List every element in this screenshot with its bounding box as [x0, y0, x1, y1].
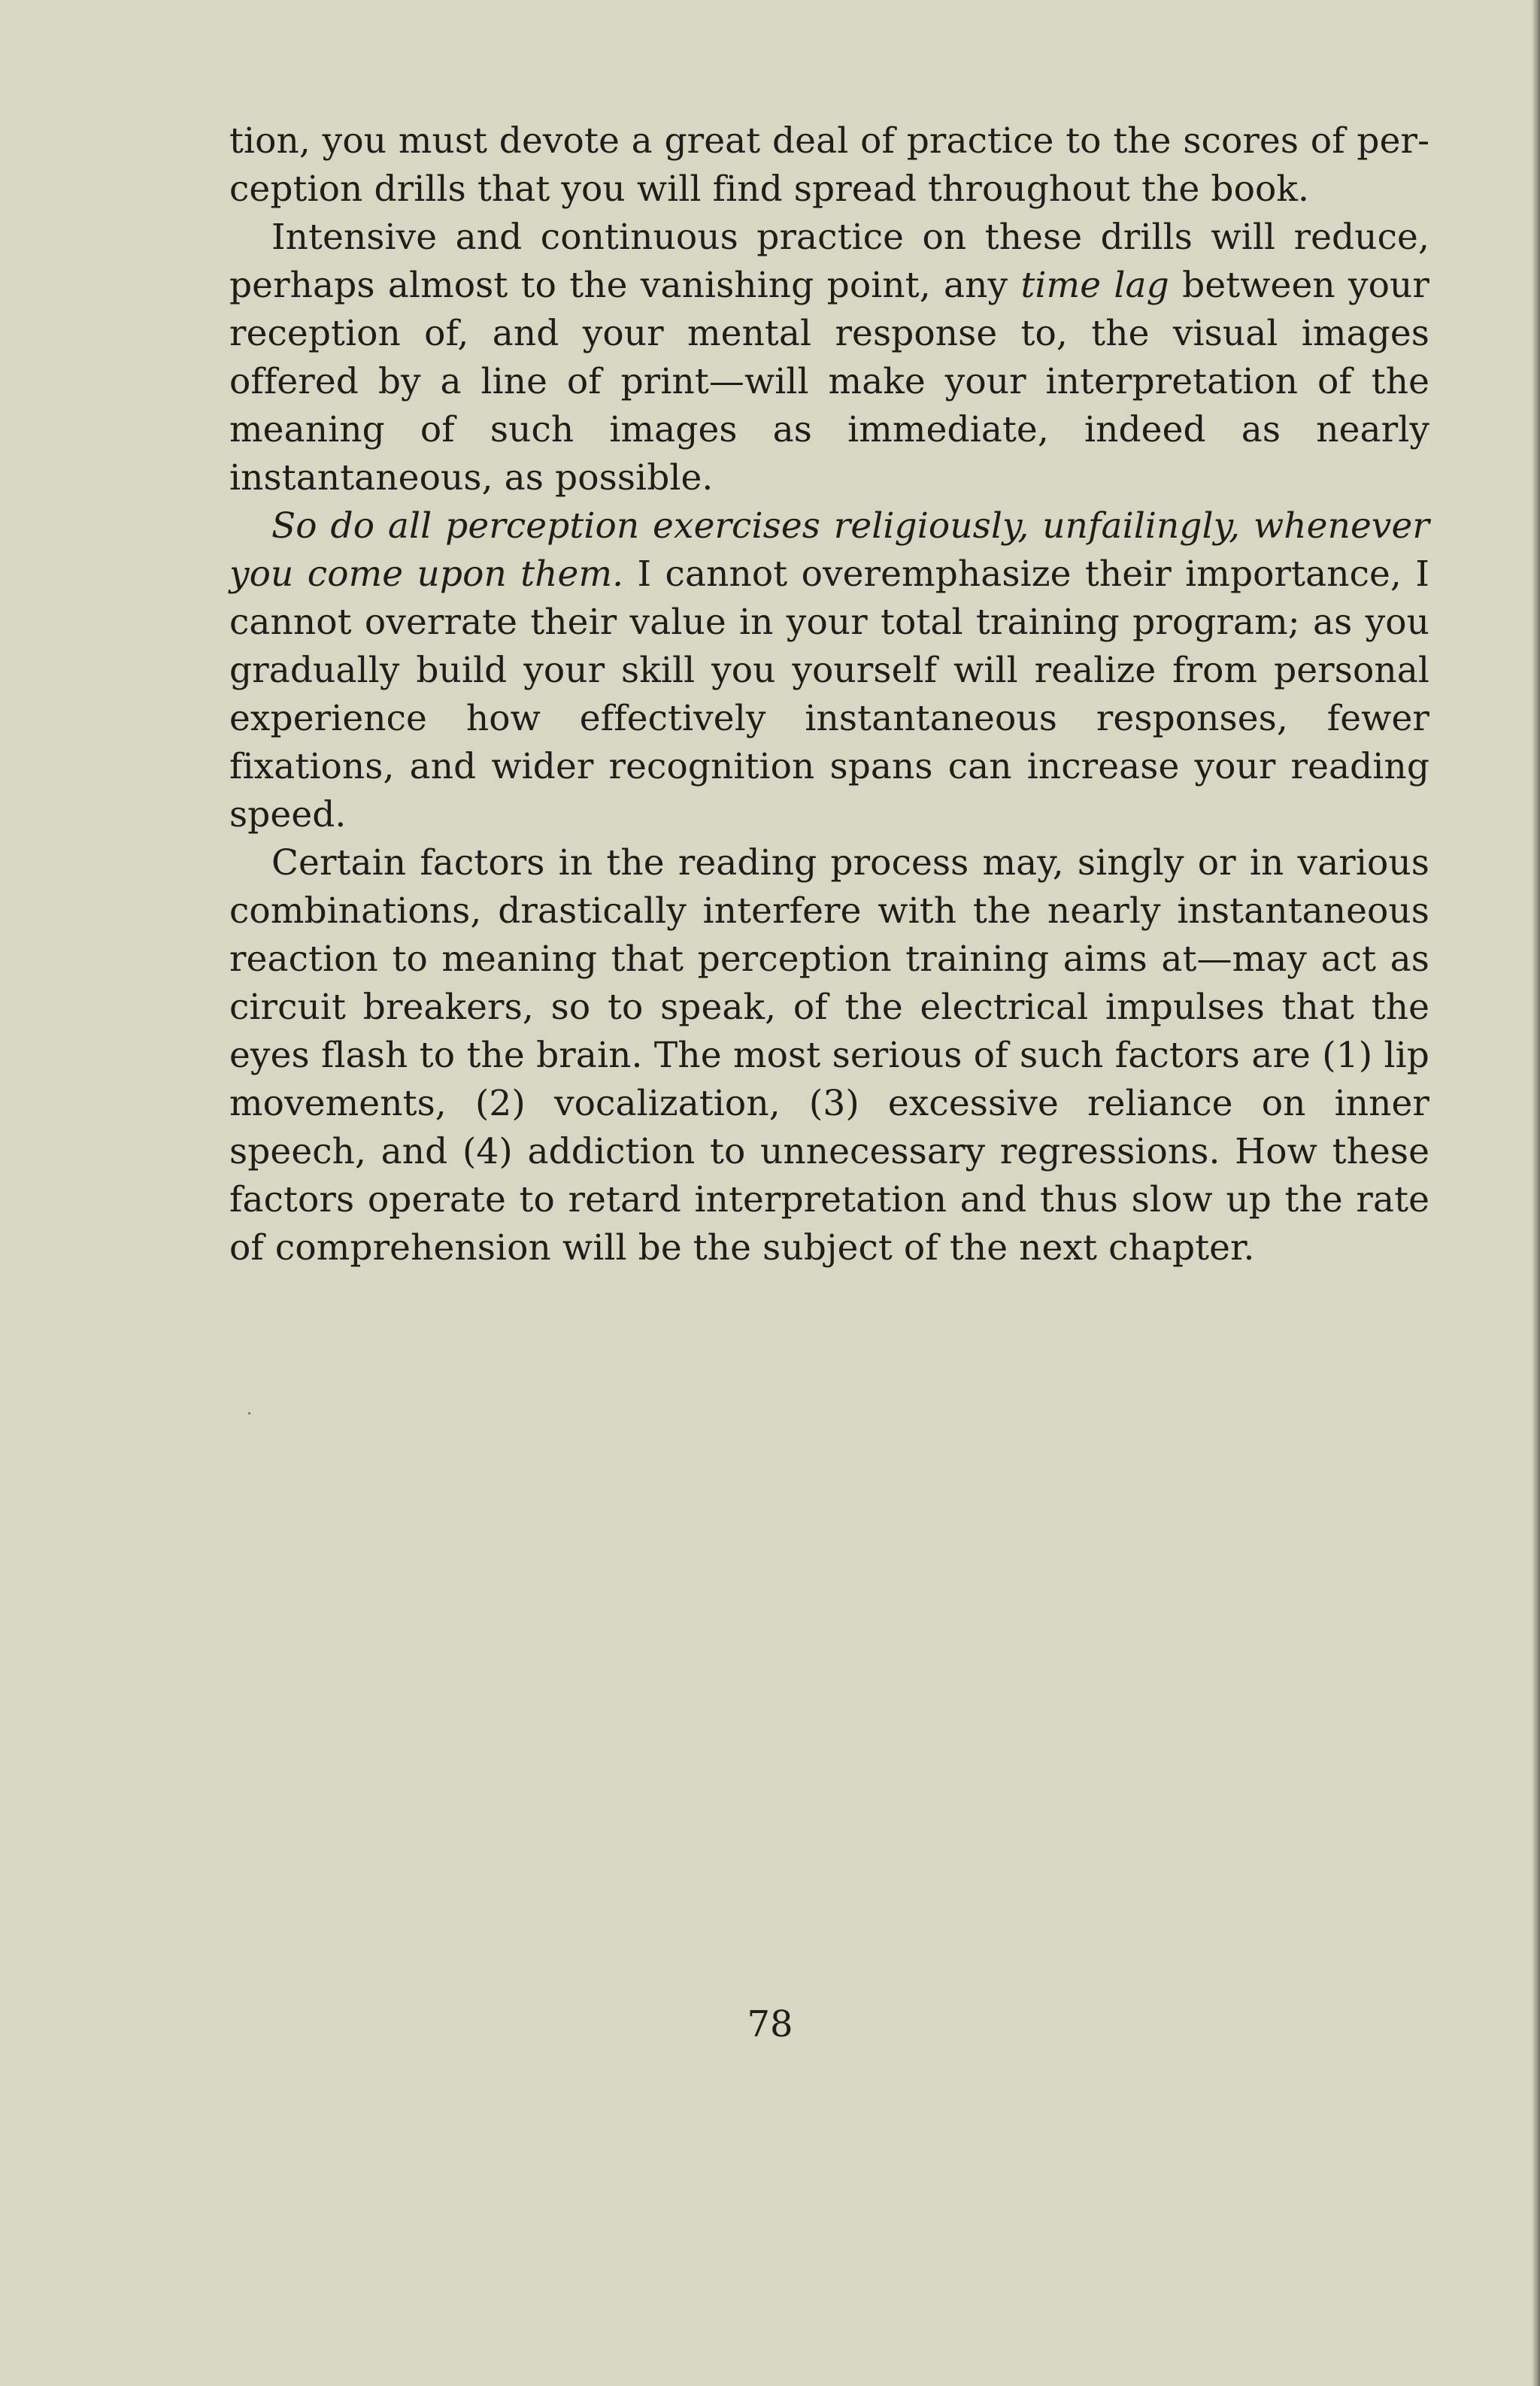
italic-text: time lag — [1020, 265, 1169, 306]
page-number: 78 — [747, 2003, 793, 2045]
paragraph — [229, 214, 1429, 502]
text-run: I cannot overemphasize their importance, I cannot overrate their value in your total training program; as you gradually build your skill you yourself will realize from personal experience how effectively instantaneous responses, fewer fixations, and wider recognition spans can increase your reading speed. — [229, 553, 1429, 835]
text-run: between your reception of, and your mental response to, the visual images offered by a line of print—will make your interpretation of the meaning of such images as immediate, indeed as nearly instantaneous, as possible. — [229, 265, 1429, 499]
paragraph — [229, 502, 1429, 839]
text-run: Certain factors in the reading process may, singly or in various combinations, drastically interfere with the nearly instantaneous reaction to meaning that perception training aims at—may act as circuit breakers, so to speak, of the electrical impulses that the eyes flash to the brain. The most serious of such factors are (1) lip movements, (2) vocalization, (3) excessive reliance on inner speech, and (4) addiction to unnecessary regressions. How these factors operate to retard interpretation and thus slow up the rate of comprehension will be the subject of the next chapter. — [229, 842, 1429, 1269]
page-edge-shadow — [1532, 0, 1540, 2386]
body-text — [229, 117, 1429, 1272]
paragraph — [229, 839, 1429, 1272]
paragraph — [229, 117, 1429, 214]
text-run: tion, you must devote a great deal of practice to the scores of perception drills that you will find spread throughout the book. — [229, 120, 1429, 210]
text-run: Intensive and continuous practice on these drills will reduce, perhaps almost to the vanishing point, any — [229, 217, 1429, 306]
paper-speck — [248, 1412, 250, 1414]
italic-text: So do all perception exercises religiously, unfailingly, whenever you come upon them. — [229, 505, 1429, 595]
